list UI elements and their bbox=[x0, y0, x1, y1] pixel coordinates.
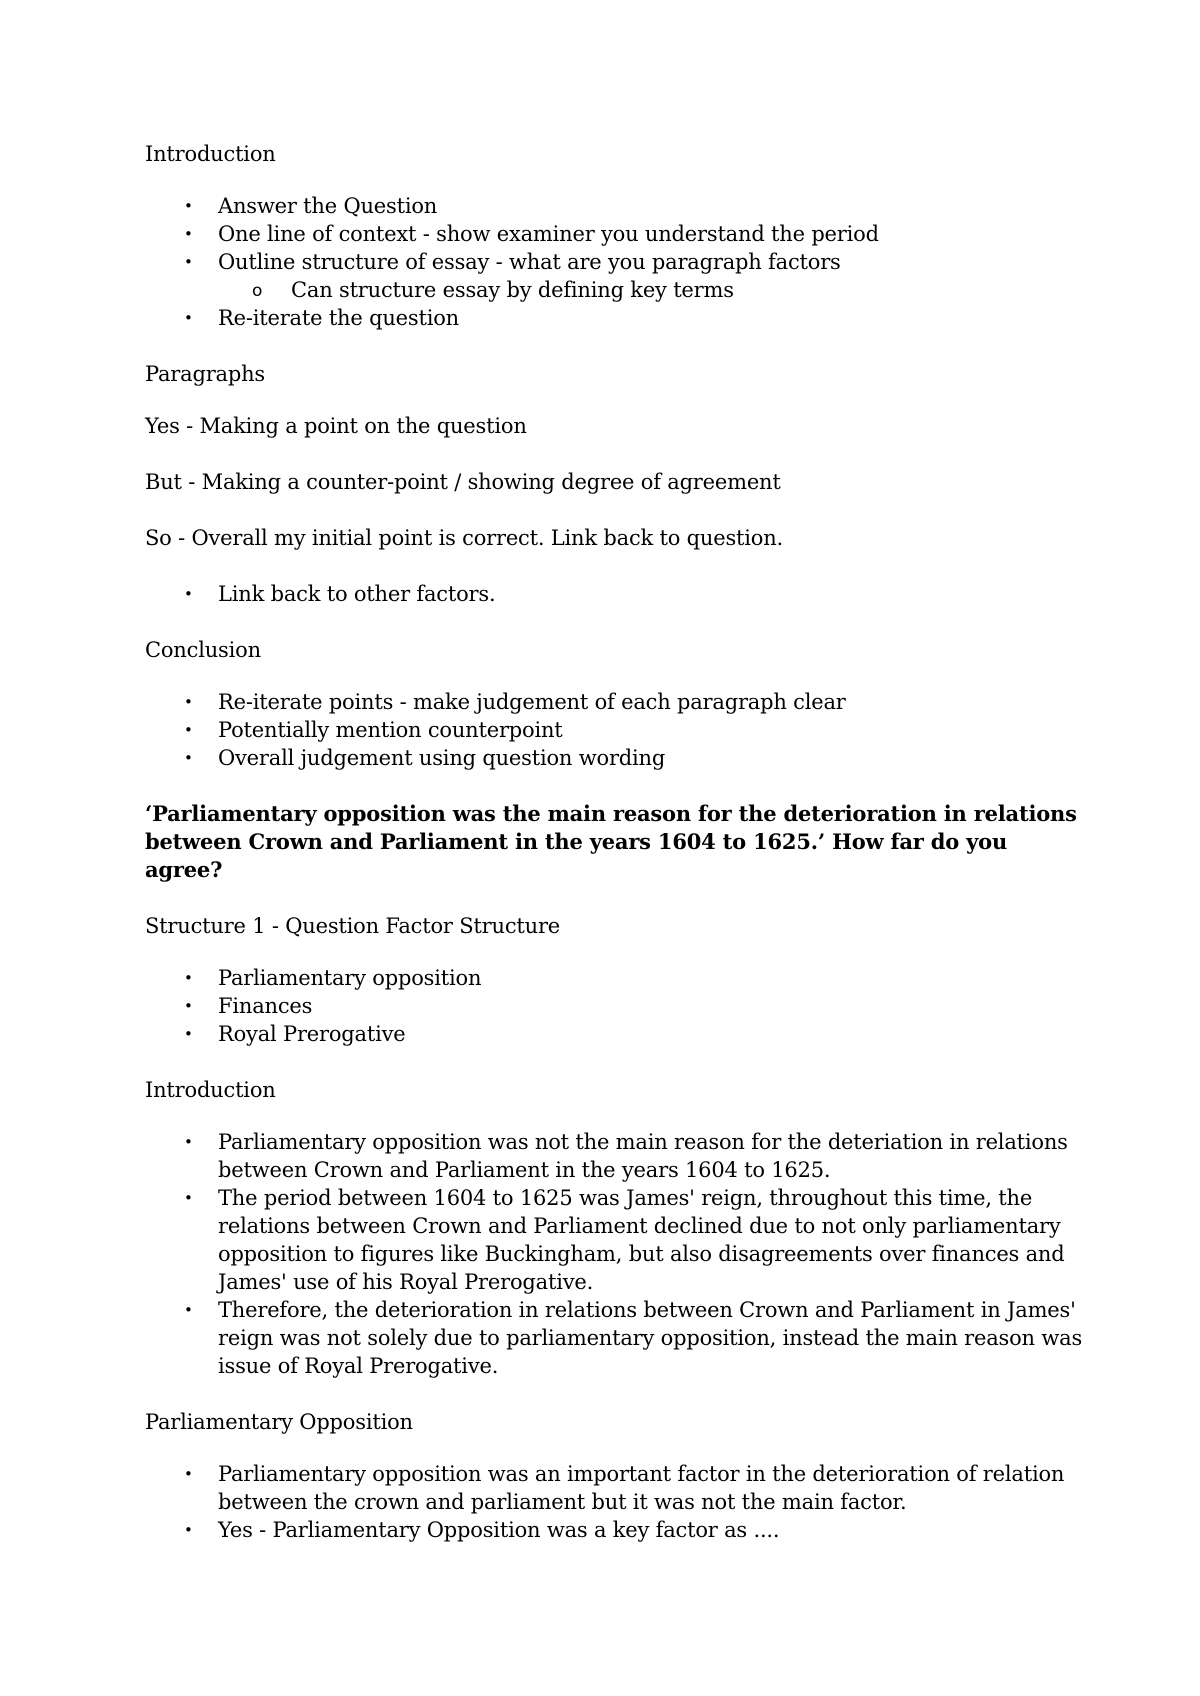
section-heading-structure: Structure 1 - Question Factor Structure bbox=[145, 914, 561, 938]
parliamentary-opposition-list bbox=[145, 1460, 1085, 1544]
list-item: • The period between 1604 to 1625 was James' reign, throughout this time, the relations between Crown and Parliament declined due to not only parliamentary opposition to figures like Buckingham, but also disagreements over finances and James' use of his Royal Prerogative. bbox=[184, 1186, 1065, 1294]
introduction-2-list bbox=[145, 1128, 1085, 1380]
structure-list bbox=[145, 964, 1085, 1048]
bullet-icon: • bbox=[184, 225, 193, 243]
list-item: • Parliamentary opposition bbox=[184, 966, 482, 990]
bullet-icon: • bbox=[184, 1025, 193, 1043]
document-page bbox=[145, 140, 1085, 1572]
list-item: • Potentially mention counterpoint bbox=[184, 718, 563, 742]
section-heading-introduction-2: Introduction bbox=[145, 1078, 276, 1102]
section-heading-parliamentary-opposition: Parliamentary Opposition bbox=[145, 1410, 413, 1434]
list-item: • Re-iterate the question bbox=[184, 306, 459, 330]
section-heading-paragraphs: Paragraphs bbox=[145, 362, 266, 386]
bullet-icon: • bbox=[184, 1521, 193, 1539]
bullet-icon: • bbox=[184, 1133, 193, 1151]
bullet-icon: • bbox=[184, 1301, 193, 1319]
bullet-icon: • bbox=[184, 253, 193, 271]
bullet-icon: • bbox=[184, 969, 193, 987]
list-item: • Re-iterate points - make judgement of each paragraph clear bbox=[184, 690, 846, 714]
but-line: But - Making a counter-point / showing degree of agreement bbox=[145, 470, 781, 494]
list-item: • Finances bbox=[184, 994, 313, 1018]
bullet-icon: • bbox=[184, 1189, 193, 1207]
list-item: • Parliamentary opposition was an important factor in the deterioration of relation between the crown and parliament but it was not the main factor. bbox=[184, 1462, 1065, 1514]
introduction-list bbox=[145, 192, 1085, 332]
so-line: So - Overall my initial point is correct. Link back to question. bbox=[145, 526, 784, 550]
paragraphs-list bbox=[145, 580, 1085, 608]
conclusion-list bbox=[145, 688, 1085, 772]
list-item: • Outline structure of essay - what are you paragraph factors bbox=[184, 250, 841, 274]
bullet-icon: • bbox=[184, 197, 193, 215]
sub-bullet-icon: o bbox=[252, 281, 263, 301]
bullet-icon: • bbox=[184, 997, 193, 1015]
list-item: • Therefore, the deterioration in relations between Crown and Parliament in James' reign was not solely due to parliamentary opposition, instead the main reason was issue of Royal Prerogative. bbox=[184, 1298, 1083, 1378]
section-heading-introduction: Introduction bbox=[145, 142, 276, 166]
yes-line: Yes - Making a point on the question bbox=[145, 414, 527, 438]
list-item: • Royal Prerogative bbox=[184, 1022, 406, 1046]
sub-list-item: o Can structure essay by defining key terms bbox=[145, 276, 1085, 304]
bullet-icon: • bbox=[184, 585, 193, 603]
bullet-icon: • bbox=[184, 693, 193, 711]
bullet-icon: • bbox=[184, 1465, 193, 1483]
essay-question: ‘Parliamentary opposition was the main reason for the deterioration in relations between Crown and Parliament in the years 1604 to 1625.’ How far do you agree? bbox=[145, 801, 1077, 882]
list-item: • Link back to other factors. bbox=[184, 582, 496, 606]
bullet-icon: • bbox=[184, 749, 193, 767]
list-item: • Answer the Question bbox=[184, 194, 438, 218]
list-item: • Parliamentary opposition was not the main reason for the deteriation in relations between Crown and Parliament in the years 1604 to 1625. bbox=[184, 1130, 1068, 1182]
bullet-icon: • bbox=[184, 721, 193, 739]
section-heading-conclusion: Conclusion bbox=[145, 638, 261, 662]
list-item: • Yes - Parliamentary Opposition was a key factor as .... bbox=[184, 1518, 780, 1542]
list-item: • Overall judgement using question wording bbox=[184, 746, 666, 770]
bullet-icon: • bbox=[184, 309, 193, 327]
list-item: • One line of context - show examiner you understand the period bbox=[184, 222, 879, 246]
